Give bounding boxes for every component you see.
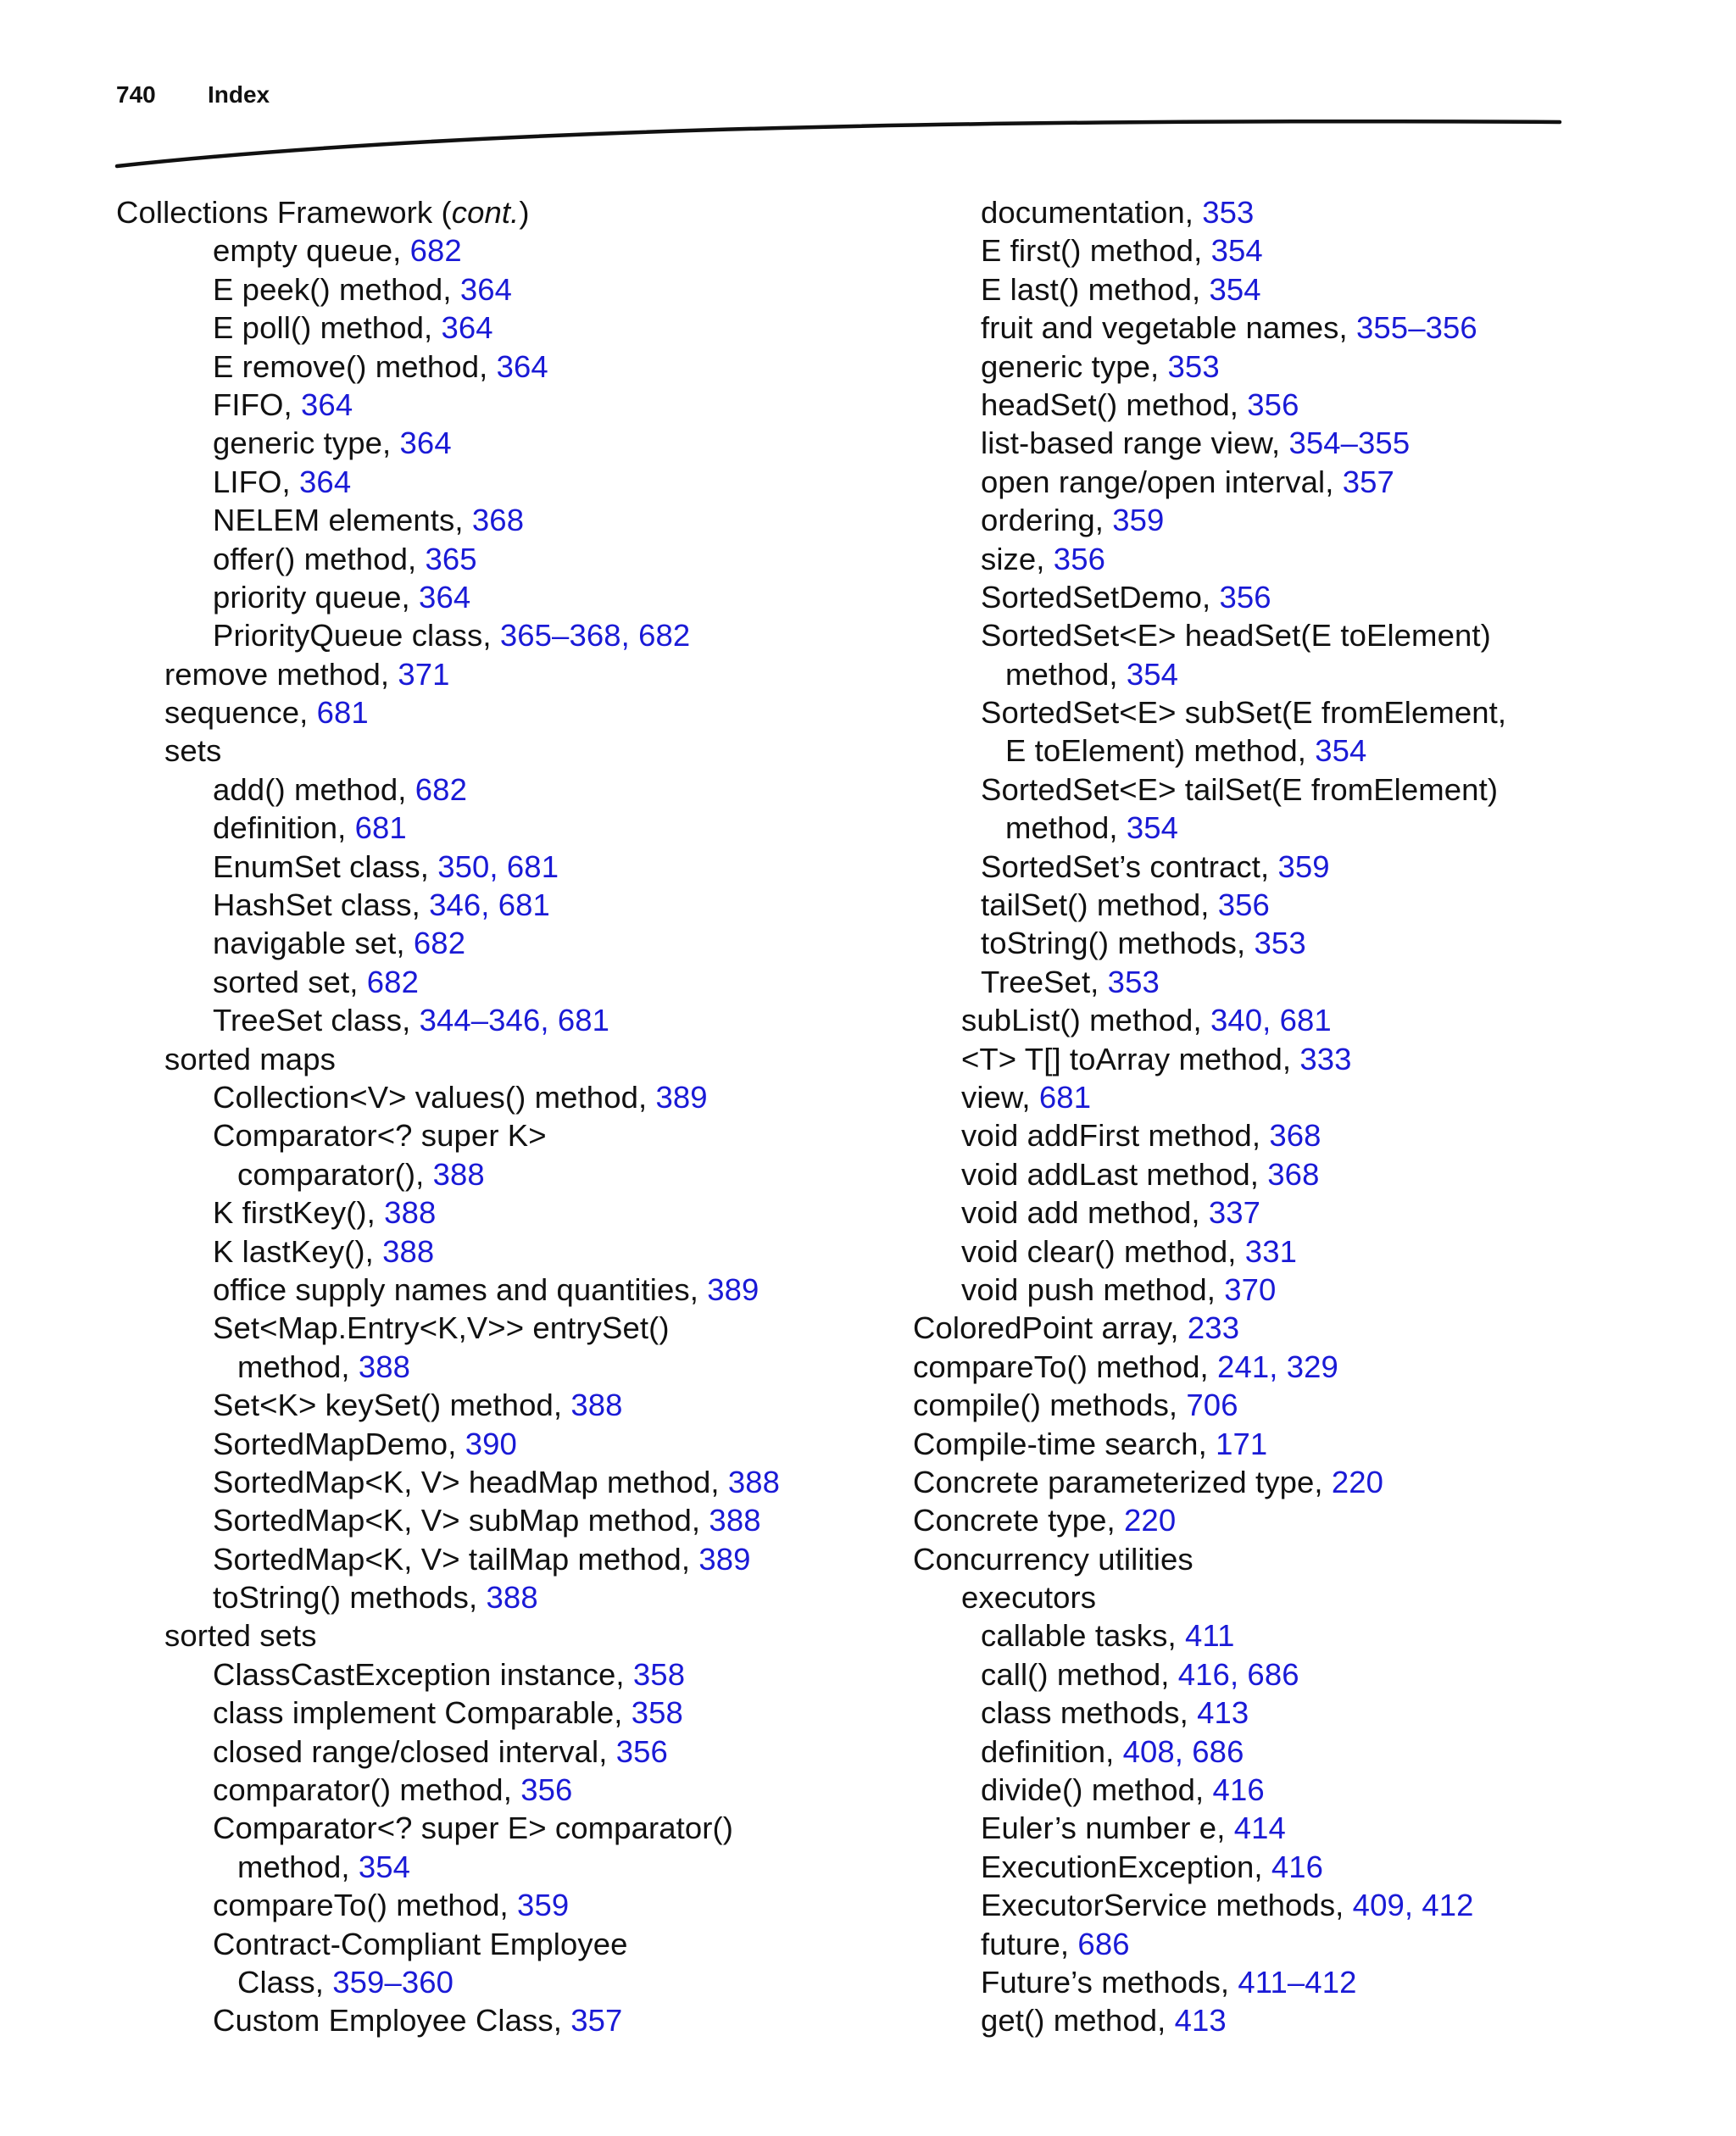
entry-term: TreeSet, [981, 964, 1108, 999]
entry-term: Contract-Compliant Employee [213, 1926, 628, 1961]
page-reference-link[interactable]: 364 [301, 387, 353, 422]
page-reference-link[interactable]: 358 [631, 1695, 683, 1731]
entry-term: comparator() method, [213, 1772, 521, 1808]
entry-term: E last() method, [981, 271, 1210, 307]
index-entry [865, 1733, 1628, 1771]
index-entry [865, 616, 1628, 654]
index-entry [116, 231, 879, 270]
header-swoosh-rule [0, 0, 1736, 186]
page-reference-link[interactable]: 411 [1185, 1618, 1235, 1654]
page-reference-link[interactable]: 337 [1208, 1195, 1261, 1231]
entry-term: E poll() method, [213, 310, 442, 346]
page-reference-link[interactable]: 356 [1217, 887, 1270, 923]
page-reference-link[interactable]: 241, 329 [1217, 1349, 1338, 1384]
index-entry [865, 1616, 1628, 1655]
entry-term: sorted maps [164, 1041, 336, 1076]
index-entry [116, 1078, 879, 1116]
index-entry [865, 963, 1628, 1001]
entry-term: EnumSet class, [213, 848, 438, 884]
page-reference-link[interactable]: 353 [1254, 926, 1306, 961]
page-reference-link[interactable]: 682 [413, 926, 466, 961]
index-entry [116, 1925, 879, 1963]
page-reference-link[interactable]: 359 [1112, 503, 1165, 538]
index-entry [116, 886, 879, 924]
page-reference-link[interactable]: 416 [1212, 1772, 1265, 1808]
entry-term: K firstKey(), [213, 1195, 385, 1231]
page-reference-link[interactable]: 340, 681 [1210, 1003, 1332, 1038]
page-reference-link[interactable]: 353 [1167, 348, 1220, 384]
page-reference-link[interactable]: 354 [1210, 233, 1263, 269]
entry-term: subList() method, [961, 1003, 1210, 1038]
entry-term: Custom Employee Class, [213, 2003, 571, 2039]
index-entry [116, 348, 879, 386]
entry-term: view, [961, 1079, 1039, 1115]
page-reference-link[interactable]: 388 [709, 1503, 761, 1538]
entry-term: callable tasks, [981, 1618, 1185, 1654]
entry-term: void addFirst method, [961, 1118, 1270, 1154]
entry-term: sorted sets [164, 1618, 317, 1654]
index-entry [865, 1771, 1628, 1809]
page-reference-link[interactable]: 388 [570, 1388, 623, 1423]
entry-term: remove method, [164, 656, 398, 692]
index-entry [865, 1963, 1628, 2001]
page-reference-link[interactable]: 682 [366, 964, 419, 999]
index-entry [865, 848, 1628, 886]
page-reference-link[interactable]: 359 [1277, 848, 1330, 884]
entry-term: tailSet() method, [981, 887, 1218, 923]
entry-term: ExecutionException, [981, 1849, 1271, 1884]
entry-term: HashSet class, [213, 887, 430, 923]
entry-term: E peek() method, [213, 271, 460, 307]
entry-term: LIFO, [213, 464, 300, 499]
entry-term: Collections Framework ( [116, 195, 452, 230]
entry-term: E remove() method, [213, 348, 497, 384]
index-entry [865, 693, 1628, 731]
page-reference-link[interactable]: 354 [1126, 810, 1179, 846]
page-reference-link[interactable]: 355–356 [1356, 310, 1477, 346]
index-entry [865, 1694, 1628, 1732]
index-entry [116, 1155, 879, 1193]
entry-term: call() method, [981, 1656, 1178, 1692]
page-reference-link[interactable]: 356 [1053, 541, 1105, 576]
index-entry [865, 1578, 1628, 1616]
page-reference-link[interactable]: 220 [1331, 1464, 1384, 1499]
index-entry [865, 1348, 1628, 1386]
page-reference-link[interactable]: 357 [1342, 464, 1394, 499]
page-reference-link[interactable]: 356 [1219, 579, 1271, 615]
entry-term: definition, [981, 1733, 1123, 1769]
index-entry [865, 886, 1628, 924]
entry-term: get() method, [981, 2003, 1175, 2039]
index-entry [865, 270, 1628, 309]
entry-term: FIFO, [213, 387, 302, 422]
entry-term: class implement Comparable, [213, 1695, 632, 1731]
index-entry [116, 1733, 879, 1771]
page-reference-link[interactable]: 353 [1202, 195, 1255, 230]
page-reference-link[interactable]: 368 [471, 503, 525, 538]
entry-term: void push method, [961, 1271, 1225, 1307]
index-entry [116, 1386, 879, 1424]
index-column-right [865, 193, 1628, 2040]
entry-term: list-based range view, [981, 426, 1289, 461]
page-reference-link[interactable]: 357 [570, 2003, 623, 2039]
entry-term: SortedSetDemo, [981, 579, 1220, 615]
index-entry [116, 809, 879, 847]
index-entry [865, 770, 1628, 809]
entry-term: Compile-time search, [913, 1426, 1216, 1461]
index-entry [865, 193, 1628, 231]
index-entry [865, 924, 1628, 962]
page-reference-link[interactable]: 388 [358, 1349, 411, 1384]
page-reference-link[interactable]: 388 [382, 1233, 435, 1269]
index-entry [116, 1809, 879, 1847]
page-reference-link[interactable]: 681 [1038, 1079, 1092, 1115]
index-entry [865, 1193, 1628, 1232]
page-reference-link[interactable]: 356 [1247, 387, 1299, 422]
entry-term: compareTo() method, [213, 1888, 518, 1923]
index-entry [116, 655, 879, 693]
entry-term: future, [981, 1926, 1078, 1961]
index-entry [865, 655, 1628, 693]
entry-term: SortedSet<E> subSet(E fromElement, [981, 695, 1507, 731]
index-entry [116, 1040, 879, 1078]
page-reference-link[interactable]: 368 [1267, 1156, 1320, 1192]
entry-term: definition, [213, 810, 355, 846]
entry-term: NELEM elements, [213, 503, 472, 538]
page-reference-link[interactable]: 413 [1197, 1695, 1249, 1731]
entry-term: class methods, [981, 1695, 1198, 1731]
entry-term: add() method, [213, 771, 415, 807]
entry-term: sets [164, 733, 222, 769]
index-entry [865, 2001, 1628, 2039]
index-entry [116, 2001, 879, 2039]
entry-term: office supply names and quantities, [213, 1271, 708, 1307]
page-reference-link[interactable]: 368 [1269, 1118, 1321, 1154]
index-entry [865, 1925, 1628, 1963]
page-reference-link[interactable]: 364 [496, 348, 548, 384]
page-reference-link[interactable]: 364 [399, 426, 452, 461]
index-entry [116, 1116, 879, 1154]
page-reference-link[interactable]: 411–412 [1238, 1964, 1357, 2000]
index-entry [116, 1886, 879, 1924]
entry-term: Euler’s number e, [981, 1811, 1234, 1846]
entry-term-suffix: ) [519, 195, 530, 230]
entry-term: TreeSet class, [213, 1003, 420, 1038]
index-entry [865, 231, 1628, 270]
page-reference-link[interactable]: 409, 412 [1352, 1888, 1474, 1923]
page-reference-link[interactable]: 388 [384, 1195, 437, 1231]
index-entry [865, 1271, 1628, 1309]
entry-term: Set<K> keySet() method, [213, 1388, 571, 1423]
entry-term: PriorityQueue class, [213, 618, 500, 654]
entry-term: SortedMap<K, V> headMap method, [213, 1464, 728, 1499]
index-entry [865, 1463, 1628, 1501]
page-reference-link[interactable]: 388 [727, 1464, 781, 1499]
index-entry [865, 463, 1628, 501]
index-entry [865, 809, 1628, 847]
entry-term: SortedSet<E> headSet(E toElement) [981, 618, 1491, 654]
page-reference-link[interactable]: 388 [432, 1156, 485, 1192]
entry-term: Concrete parameterized type, [913, 1464, 1332, 1499]
entry-term-italic: cont. [451, 195, 520, 230]
entry-term: <T> T[] toArray method, [961, 1041, 1300, 1076]
index-entry [116, 463, 879, 501]
entry-term: fruit and vegetable names, [981, 310, 1356, 346]
page-reference-link[interactable]: 350, 681 [437, 848, 559, 884]
index-entry [865, 540, 1628, 578]
entry-term: toString() methods, [213, 1580, 487, 1616]
page-reference-link[interactable]: 358 [632, 1656, 686, 1692]
entry-term: compareTo() method, [913, 1349, 1218, 1384]
page-reference-link[interactable]: 681 [316, 695, 369, 731]
index-entry [865, 1848, 1628, 1886]
index-entry [865, 1425, 1628, 1463]
index-entry [116, 1771, 879, 1809]
index-entry [116, 1193, 879, 1232]
page-reference-link[interactable]: 344–346, 681 [419, 1003, 610, 1038]
index-entry [865, 309, 1628, 347]
page-reference-link[interactable]: 171 [1216, 1426, 1268, 1461]
index-entry [116, 1309, 879, 1347]
index-entry [116, 1348, 879, 1386]
index-entry [865, 424, 1628, 462]
page-reference-link[interactable]: 371 [398, 656, 450, 692]
page-reference-link[interactable]: 354 [1126, 656, 1179, 692]
index-entry [116, 1578, 879, 1616]
entry-term: size, [981, 541, 1054, 576]
page-reference-link[interactable]: 416 [1271, 1849, 1324, 1884]
page-reference-link[interactable]: 389 [655, 1079, 708, 1115]
entry-term: navigable set, [213, 926, 414, 961]
entry-term: SortedSet<E> tailSet(E fromElement) [981, 771, 1499, 807]
entry-term: documentation, [981, 195, 1203, 230]
entry-term: offer() method, [213, 541, 426, 576]
page-reference-link[interactable]: 364 [441, 310, 493, 346]
index-column-left [116, 193, 879, 2040]
entry-term: SortedSet’s contract, [981, 848, 1278, 884]
index-entry [116, 848, 879, 886]
index-entry [116, 1963, 879, 2001]
index-entry [865, 1309, 1628, 1347]
index-entry [865, 501, 1628, 539]
page-reference-link[interactable]: 388 [486, 1580, 538, 1616]
index-entry [865, 1116, 1628, 1154]
index-entry [865, 1809, 1628, 1847]
page-reference-link[interactable]: 353 [1107, 964, 1160, 999]
entry-term: toString() methods, [981, 926, 1255, 961]
entry-term: generic type, [213, 426, 400, 461]
page-reference-link[interactable]: 359 [517, 1888, 570, 1923]
index-entry [116, 1501, 879, 1539]
index-entry [116, 540, 879, 578]
entry-term: closed range/closed interval, [213, 1733, 616, 1769]
entry-term: SortedMapDemo, [213, 1426, 465, 1461]
index-entry [865, 1386, 1628, 1424]
index-entry [116, 1655, 879, 1694]
entry-term: SortedMap<K, V> tailMap method, [213, 1541, 699, 1577]
entry-term: headSet() method, [981, 387, 1248, 422]
entry-term: SortedMap<K, V> subMap method, [213, 1503, 709, 1538]
index-entry [116, 193, 879, 231]
index-entry [116, 693, 879, 731]
index-entry [116, 309, 879, 347]
index-entry [116, 578, 879, 616]
entry-term: ordering, [981, 503, 1113, 538]
entry-term: Future’s methods, [981, 1964, 1238, 2000]
page-reference-link[interactable]: 364 [299, 464, 352, 499]
index-entry [116, 1694, 879, 1732]
page-reference-link[interactable]: 682 [415, 771, 467, 807]
entry-term: E toElement) method, [1005, 733, 1316, 769]
entry-term: generic type, [981, 348, 1168, 384]
section-title: Index [208, 81, 270, 108]
index-entry [116, 924, 879, 962]
index-entry [865, 578, 1628, 616]
entry-term: Class, [237, 1964, 333, 2000]
entry-term: E first() method, [981, 233, 1211, 269]
index-entry [116, 770, 879, 809]
entry-term: void add method, [961, 1195, 1209, 1231]
entry-term: priority queue, [213, 579, 420, 615]
index-entry [116, 1616, 879, 1655]
page-reference-link[interactable]: 354–355 [1288, 426, 1410, 461]
entry-term: sequence, [164, 695, 317, 731]
index-entry [865, 731, 1628, 770]
page-reference-link[interactable]: 389 [698, 1541, 751, 1577]
page-reference-link[interactable]: 681 [354, 810, 407, 846]
page-reference-link[interactable]: 356 [520, 1772, 573, 1808]
index-entry [116, 731, 879, 770]
page-reference-link[interactable]: 331 [1244, 1233, 1297, 1269]
page-reference-link[interactable]: 364 [459, 271, 513, 307]
entry-term: compile() methods, [913, 1388, 1187, 1423]
page-reference-link[interactable]: 354 [1315, 733, 1367, 769]
index-entry [865, 1886, 1628, 1924]
entry-term: Set<Map.Entry<K,V>> entrySet() [213, 1310, 670, 1346]
index-entry [116, 616, 879, 654]
entry-term: method, [1005, 810, 1127, 846]
entry-term: Comparator<? super K> [213, 1118, 547, 1154]
entry-term: void clear() method, [961, 1233, 1245, 1269]
entry-term: Concurrency utilities [913, 1541, 1194, 1577]
page-reference-link[interactable]: 356 [615, 1733, 668, 1769]
index-entry [116, 1001, 879, 1039]
entry-term: void addLast method, [961, 1156, 1268, 1192]
index-entry [116, 1271, 879, 1309]
index-entry [865, 1078, 1628, 1116]
entry-term: sorted set, [213, 964, 367, 999]
index-entry [865, 1501, 1628, 1539]
entry-term: executors [961, 1580, 1097, 1616]
page-reference-link[interactable]: 682 [409, 233, 462, 269]
page-reference-link[interactable]: 233 [1187, 1310, 1240, 1346]
index-entry [116, 1540, 879, 1578]
entry-term: Comparator<? super E> comparator() [213, 1811, 734, 1846]
entry-term: open range/open interval, [981, 464, 1343, 499]
index-entry [865, 1232, 1628, 1271]
index-entry [116, 501, 879, 539]
page-reference-link[interactable]: 333 [1299, 1041, 1352, 1076]
page-reference-link[interactable]: 414 [1233, 1811, 1286, 1846]
index-entry [116, 1232, 879, 1271]
entry-term: K lastKey(), [213, 1233, 383, 1269]
page-reference-link[interactable]: 706 [1186, 1388, 1238, 1423]
index-entry [865, 1001, 1628, 1039]
index-entry [116, 1425, 879, 1463]
index-entry [116, 270, 879, 309]
page-reference-link[interactable]: 346, 681 [429, 887, 550, 923]
entry-term: Concrete type, [913, 1503, 1125, 1538]
index-entry [116, 1463, 879, 1501]
index-entry [865, 386, 1628, 424]
entry-term: ColoredPoint array, [913, 1310, 1188, 1346]
entry-term: method, [237, 1349, 359, 1384]
index-entry [865, 1540, 1628, 1578]
page-reference-link[interactable]: 365 [425, 541, 477, 576]
index-entry [116, 386, 879, 424]
page-reference-link[interactable]: 220 [1124, 1503, 1177, 1538]
index-entry [865, 348, 1628, 386]
page-reference-link[interactable]: 416, 686 [1177, 1656, 1299, 1692]
page-reference-link[interactable]: 354 [358, 1849, 411, 1884]
index-entry [865, 1655, 1628, 1694]
entry-term: ClassCastException instance, [213, 1656, 633, 1692]
index-entry [865, 1155, 1628, 1193]
entry-term: divide() method, [981, 1772, 1213, 1808]
index-entry [116, 963, 879, 1001]
page-reference-link[interactable]: 686 [1077, 1926, 1130, 1961]
page-reference-link[interactable]: 370 [1224, 1271, 1277, 1307]
page-reference-link[interactable]: 364 [419, 579, 471, 615]
page-reference-link[interactable]: 389 [707, 1271, 760, 1307]
entry-term: empty queue, [213, 233, 410, 269]
page-reference-link[interactable]: 408, 686 [1122, 1733, 1244, 1769]
page-reference-link[interactable]: 354 [1209, 271, 1261, 307]
page-reference-link[interactable]: 413 [1174, 2003, 1227, 2039]
index-entry [116, 1848, 879, 1886]
entry-term: ExecutorService methods, [981, 1888, 1353, 1923]
index-entry [116, 424, 879, 462]
entry-term: Collection<V> values() method, [213, 1079, 656, 1115]
index-entry [865, 1040, 1628, 1078]
page-reference-link[interactable]: 359–360 [332, 1964, 454, 2000]
entry-term: method, [237, 1849, 359, 1884]
page-reference-link[interactable]: 365–368, 682 [499, 618, 691, 654]
page-reference-link[interactable]: 390 [465, 1426, 517, 1461]
entry-term: comparator(), [237, 1156, 433, 1192]
entry-term: method, [1005, 656, 1127, 692]
page-number: 740 [116, 81, 156, 108]
